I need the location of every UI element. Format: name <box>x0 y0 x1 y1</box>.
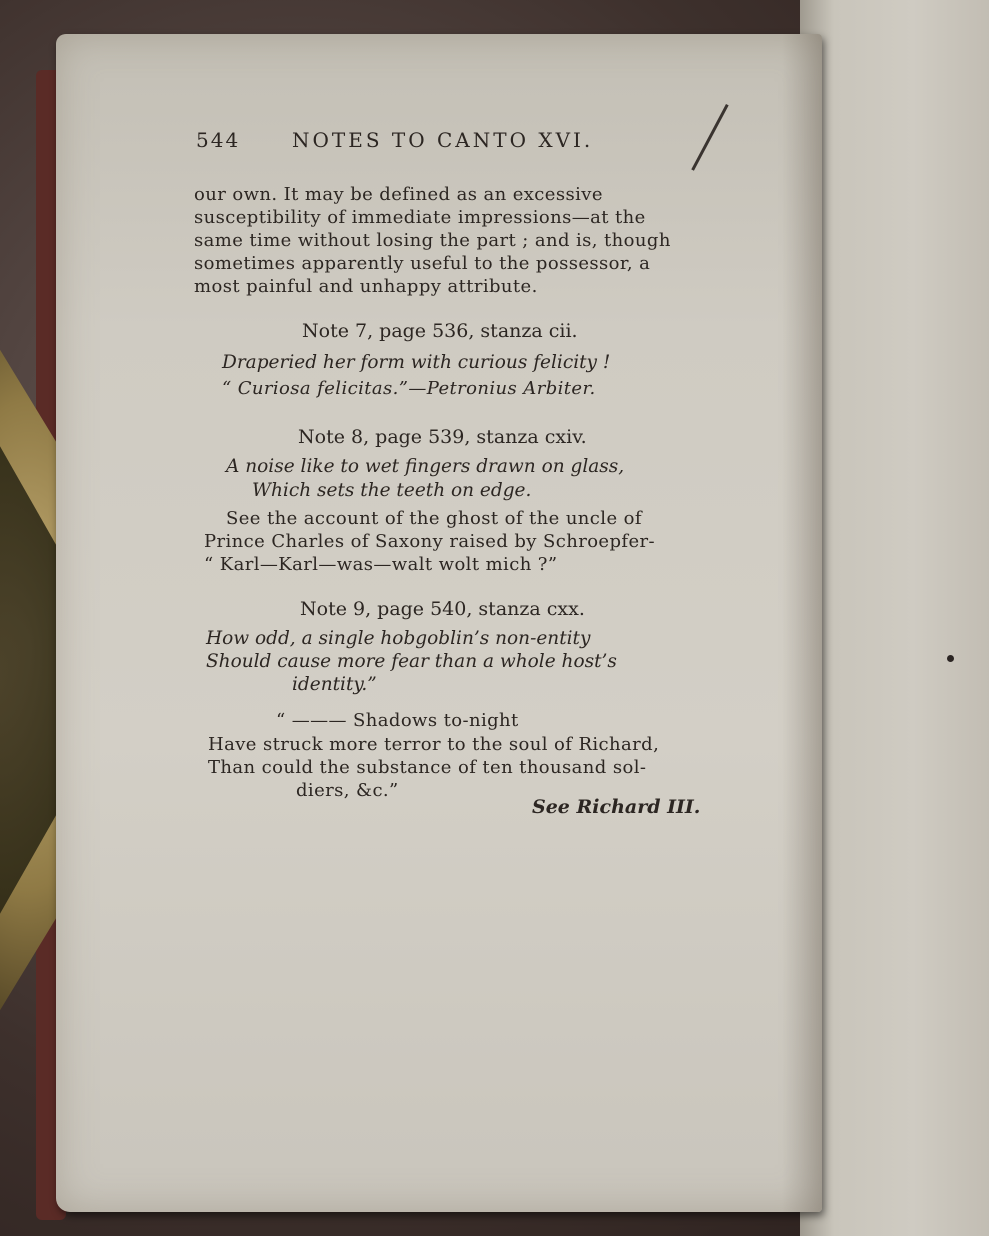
note-8-verse-line: A noise like to wet fingers drawn on glass, <box>226 456 625 477</box>
page-number: 544 <box>196 128 241 152</box>
book-page <box>56 34 822 1212</box>
note-9-quote-line: Have struck more terror to the soul of Richard, <box>208 734 660 755</box>
intro-line: our own. It may be defined as an excessive <box>194 184 603 205</box>
intro-line: susceptibility of immediate impressions—at the <box>194 207 646 228</box>
note-9-heading: Note 9, page 540, stanza cxx. <box>300 598 585 620</box>
pencil-mark <box>691 104 728 171</box>
note-9-quote-line: diers, &c.” <box>296 780 399 801</box>
note-9-verse-line: identity.” <box>292 674 377 695</box>
running-title: NOTES TO CANTO XVI. <box>292 128 594 152</box>
note-9-verse-line: Should cause more fear than a whole host’s <box>206 651 617 672</box>
ink-speck <box>947 655 954 662</box>
facing-page <box>800 0 989 1236</box>
note-8-text-line: See the account of the ghost of the uncle of <box>226 508 642 529</box>
note-9-quote-line: Than could the substance of ten thousand sol- <box>208 757 647 778</box>
intro-line: most painful and unhappy attribute. <box>194 276 538 297</box>
note-8-verse-line: Which sets the teeth on edge. <box>252 480 532 501</box>
note-7-heading: Note 7, page 536, stanza cii. <box>302 320 578 342</box>
note-9-verse-line: How odd, a single hobgoblin’s non-entity <box>206 628 591 649</box>
note-7-verse: Draperied her form with curious felicity ! <box>222 352 611 373</box>
note-8-text-line: “ Karl—Karl—was—walt wolt mich ?” <box>204 554 558 575</box>
note-8-heading: Note 8, page 539, stanza cxiv. <box>298 426 587 448</box>
intro-line: same time without losing the part ; and is, though <box>194 230 671 251</box>
note-7-quote: “ Curiosa felicitas.”—Petronius Arbiter. <box>222 378 596 399</box>
intro-line: sometimes apparently useful to the possessor, a <box>194 253 651 274</box>
note-9-citation: See Richard III. <box>532 796 701 818</box>
note-8-text-line: Prince Charles of Saxony raised by Schroepfer- <box>204 531 656 552</box>
note-9-quote-line: “ ——— Shadows to-night <box>276 710 519 731</box>
page-gutter-shadow <box>782 34 822 1212</box>
